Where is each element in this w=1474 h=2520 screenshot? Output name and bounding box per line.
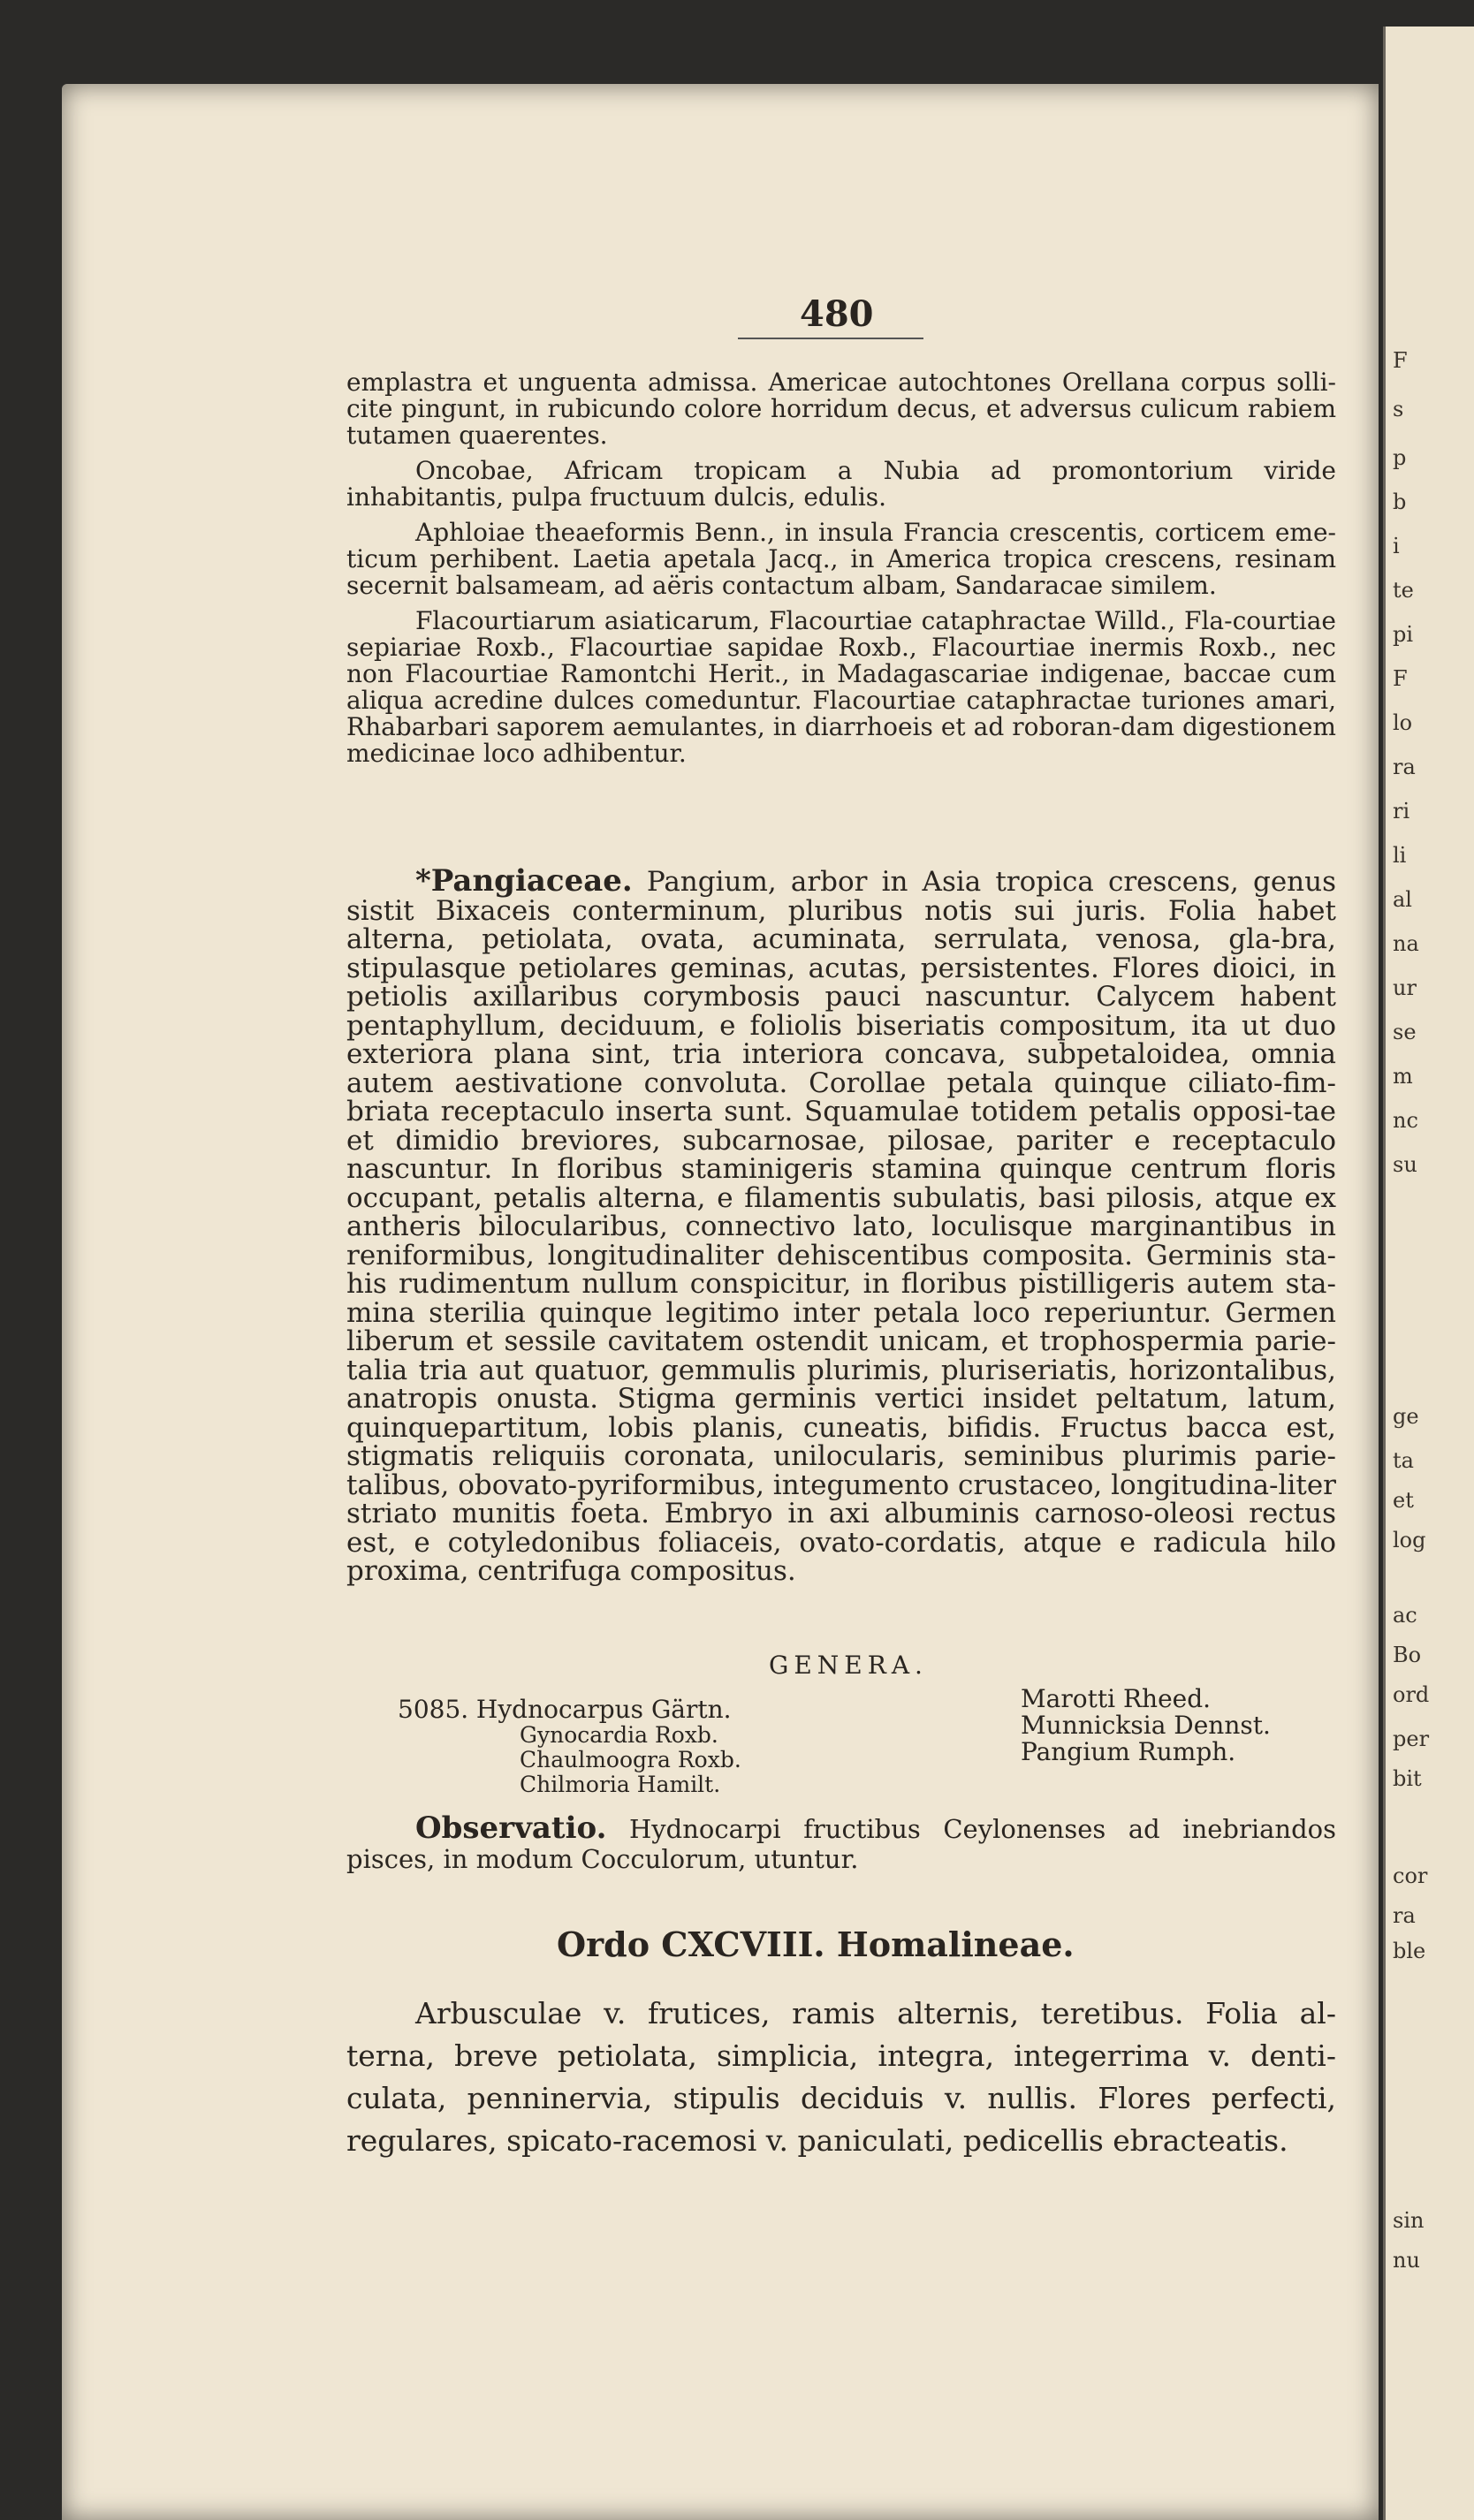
right-page-text-fragment: b bbox=[1393, 490, 1407, 514]
right-page-text-fragment: nc bbox=[1393, 1108, 1418, 1133]
paragraph-oncobae: Oncobae, Africam tropicam a Nubia ad promontorium viride inhabitantis, pulpa fructuum dulcis, edulis. bbox=[346, 456, 1336, 512]
genus-name: Hydnocarpus Gärtn. bbox=[475, 1695, 732, 1724]
genus-number: 5085. bbox=[398, 1695, 469, 1724]
right-page-text-fragment: sin bbox=[1393, 2208, 1425, 2233]
right-page-text-fragment: ble bbox=[1393, 1939, 1426, 1963]
right-page-text-fragment: bit bbox=[1393, 1766, 1422, 1791]
right-page-text-fragment: pi bbox=[1393, 622, 1414, 647]
right-page-text-fragment: ra bbox=[1393, 755, 1416, 779]
text-block-1 bbox=[346, 369, 1336, 776]
right-page-text-fragment: log bbox=[1393, 1528, 1426, 1552]
right-page-text-fragment: cor bbox=[1393, 1863, 1428, 1888]
right-page-text-fragment: s bbox=[1393, 397, 1404, 421]
ordo-description bbox=[346, 1992, 1336, 2162]
right-page-text-fragment: i bbox=[1393, 534, 1400, 558]
pangiaceae-heading: *Pangiaceae. bbox=[415, 863, 633, 899]
right-page-text-fragment: al bbox=[1393, 887, 1412, 912]
right-page-text-fragment: F bbox=[1393, 348, 1408, 373]
synonym: Gynocardia Roxb. bbox=[520, 1722, 718, 1748]
right-page-text-fragment: ra bbox=[1393, 1903, 1416, 1928]
paragraph-emplastra: emplastra et unguenta admissa. Americae autochtones Orellana corpus solli-cite pingunt, in rubicundo colore horridum decus, et adversus culicum rabiem tutamen quaerentes. bbox=[346, 368, 1336, 450]
pangiaceae-section bbox=[346, 863, 1336, 1595]
right-page-text-fragment: lo bbox=[1393, 710, 1413, 735]
book-page-right-edge bbox=[1383, 27, 1474, 2520]
synonym: Pangium Rumph. bbox=[1021, 1737, 1236, 1766]
right-page-text-fragment: na bbox=[1393, 931, 1419, 956]
right-page-text-fragment: ac bbox=[1393, 1603, 1417, 1628]
genera-column-2 bbox=[1021, 1686, 1271, 1765]
observatio-text: Hydnocarpi fructibus Ceylonenses ad inebriandos pisces, in modum Cocculorum, utuntur. bbox=[346, 1814, 1336, 1874]
genera-column-1 bbox=[398, 1696, 741, 1797]
right-page-text-fragment: per bbox=[1393, 1727, 1430, 1751]
right-page-text-fragment: ta bbox=[1393, 1448, 1414, 1473]
page-number-rule bbox=[738, 338, 923, 339]
synonym: Munnicksia Dennst. bbox=[1021, 1711, 1271, 1740]
page-number: 480 bbox=[800, 293, 874, 335]
synonym: Chaulmoogra Roxb. bbox=[520, 1747, 741, 1772]
observatio-section bbox=[346, 1810, 1336, 1874]
observatio-heading: Observatio. bbox=[415, 1810, 607, 1846]
right-page-text-fragment: te bbox=[1393, 578, 1414, 603]
ordo-heading: Ordo CXCVIII. Homalineae. bbox=[557, 1924, 1075, 1964]
right-page-text-fragment: ur bbox=[1393, 975, 1417, 1000]
right-page-text-fragment: F bbox=[1393, 666, 1408, 691]
right-page-text-fragment: et bbox=[1393, 1488, 1414, 1513]
genus-row-hydnocarpus bbox=[398, 1696, 741, 1723]
right-page-text-fragment: se bbox=[1393, 1020, 1417, 1044]
right-page-text-fragment: li bbox=[1393, 843, 1407, 868]
right-page-text-fragment: Bo bbox=[1393, 1643, 1422, 1667]
right-page-text-fragment: nu bbox=[1393, 2248, 1420, 2273]
right-page-text-fragment: ge bbox=[1393, 1404, 1419, 1429]
right-page-text-fragment: p bbox=[1393, 445, 1407, 470]
synonym: Marotti Rheed. bbox=[1021, 1684, 1212, 1713]
paragraph-flacourtiarum: Flacourtiarum asiaticarum, Flacourtiae cataphractae Willd., Fla-courtiae sepiariae Roxb., Flacourtiae sapidae Roxb., Flacourtiae inermis Roxb., nec non Flacourtiae Ramontchi Herit., in Madagascariae indigenae, baccae cum aliqua acredine dulces comeduntur. Flacourtiae cataphractae turiones amari, Rhabarbari saporem aemulantes, in diarrhoeis et ad roboran-dam digestionem medicinae loco adhibentur. bbox=[346, 606, 1336, 768]
right-page-text-fragment: ord bbox=[1393, 1682, 1430, 1707]
genera-title: GENERA. bbox=[769, 1651, 928, 1680]
ordo-text: Arbusculae v. frutices, ramis alternis, teretibus. Folia al-terna, breve petiolata, simplicia, integra, integerrima v. denti-culata, penninervia, stipulis deciduis v. nullis. Flores perfecti, regulares, spicato-racemosi v. paniculati, pedicellis ebracteatis. bbox=[346, 1996, 1336, 2158]
right-page-text-fragment: m bbox=[1393, 1064, 1413, 1089]
right-page-text-fragment: su bbox=[1393, 1152, 1417, 1177]
synonym: Chilmoria Hamilt. bbox=[520, 1772, 721, 1797]
pangiaceae-text: Pangium, arbor in Asia tropica crescens, genus sistit Bixaceis conterminum, pluribus notis sui juris. Folia habet alterna, petiolata, ovata, acuminata, serrulata, venosa, gla-bra, stipulasque petiolares geminas, acutas, persistentes. Flores dioici, in petiolis axillaribus corymbosis pauci nascuntur. Calycem habent pentaphyllum, deciduum, e foliolis biseriatis compositum, ita ut duo exteriora plana sint, tria interiora concava, subpetaloidea, omnia autem aestivatione convoluta. Corollae petala quinque ciliato-fim-briata receptaculo inserta sunt. Squamulae totidem petalis opposi-tae et dimidio breviores, subcarnosae, pilosae, pariter e receptaculo nascuntur. In floribus staminigeris stamina quinque centrum floris occupant, petalis alterna, e filamentis subulatis, basi pilosis, atque ex antheris bilocularibus, connectivo lato, loculisque marginantibus in reniformibus, longitudinaliter dehiscentibus composita. Germinis sta-his rudimentum nullum conspicitur, in floribus pistilligeris autem sta-mina sterilia quinque legitimo inter petala loco reperiuntur. Germen liberum et sessile cavitatem ostendit unicam, et trophospermia parie-talia tria aut quatuor, gemmulis plurimis, pluriseriatis, horizontalibus, anatropis onusta. Stigma germinis vertici insidet peltatum, latum, quinquepartitum, lobis planis, cuneatis, bifidis. Fructus bacca est, stigmatis reliquiis coronata, unilocularis, seminibus plurimis parie-talibus, obovato-pyriformibus, integumento crustaceo, longitudina-liter striato munitis foeta. Embryo in axi albuminis carnoso-oleosi rectus est, e cotyledonibus foliaceis, ovato-cordatis, atque e radicula hilo proxima, centrifuga compositus. bbox=[346, 866, 1336, 1587]
paragraph-aphloiae: Aphloiae theaeformis Benn., in insula Francia crescentis, corticem eme-ticum perhibent. Laetia apetala Jacq., in America tropica crescens, resinam secernit balsameam, ad aëris contactum albam, Sandaracae similem. bbox=[346, 518, 1336, 600]
right-page-text-fragment: ri bbox=[1393, 799, 1410, 824]
